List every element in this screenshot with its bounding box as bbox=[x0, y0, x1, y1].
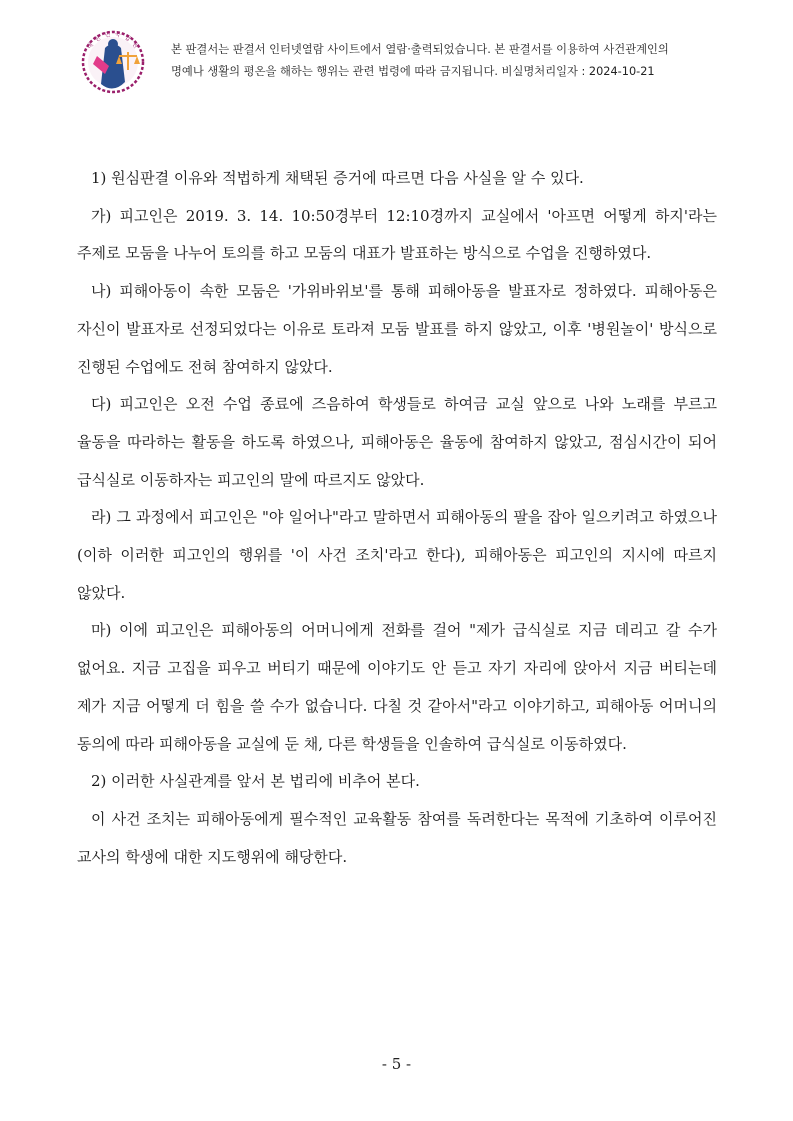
svg-text:대 한 민 국 법 원: 대 한 민 국 법 원 bbox=[85, 30, 141, 51]
paragraph-1: 1) 원심판결 이유와 적법하게 채택된 증거에 따르면 다음 사실을 알 수 있다. bbox=[91, 169, 584, 187]
paragraph-5: 라) 그 과정에서 피고인은 "야 일어나"라고 말하면서 피해아동의 팔을 잡아 일으키려고 하였으나(이하 이러한 피고인의 행위를 '이 사건 조치'라고 한다), 피해아동은 피고인의 지시에 따르지 않았다. bbox=[77, 508, 717, 602]
paragraph-6: 마) 이에 피고인은 피해아동의 어머니에게 전화를 걸어 "제가 급식실로 지금 데리고 갈 수가 없어요. 지금 고집을 피우고 버티기 때문에 이야기도 안 듣고 자기 자리에 앉아서 지금 버티는데 제가 지금 어떻게 더 힘을 쓸 수가 없습니다. 다칠 것 같아서"라고 이야기하고, 피해아동 어머니의 동의에 따라 피해아동을 교실에 둔 채, 다른 학생들을 인솔하여 급식실로 이동하였다. bbox=[77, 621, 717, 753]
paragraph-2: 가) 피고인은 2019. 3. 14. 10:50경부터 12:10경까지 교실에서 '아프면 어떻게 하지'라는 주제로 모둠을 나누어 토의를 하고 모둠의 대표가 발표하는 방식으로 수업을 진행하였다. bbox=[77, 206, 717, 263]
court-emblem-icon bbox=[75, 22, 173, 102]
notice-text bbox=[171, 39, 761, 83]
paragraph-8: 이 사건 조치는 피해아동에게 필수적인 교육활동 참여를 독려한다는 목적에 기초하여 이루어진 교사의 학생에 대한 지도행위에 해당한다. bbox=[77, 809, 717, 866]
paragraph-4: 다) 피고인은 오전 수업 종료에 즈음하여 학생들로 하여금 교실 앞으로 나와 노래를 부르고 율동을 따라하는 활동을 하도록 하였으나, 피해아동은 율동에 참여하지 않았고, 점심시간이 되어 급식실로 이동하자는 피고인의 말에 따르지도 않았다. bbox=[77, 395, 717, 489]
paragraph-7: 2) 이러한 사실관계를 앞서 본 법리에 비추어 본다. bbox=[91, 772, 420, 791]
document-header bbox=[75, 22, 755, 102]
paragraph-3: 나) 피해아동이 속한 모둠은 '가위바위보'를 통해 피해아동을 발표자로 정하였다. 피해아동은 자신이 발표자로 선정되었다는 이유로 토라져 모둠 발표를 하지 않았고, 이후 '병원놀이' 방식으로 진행된 수업에도 전혀 참여하지 않았다. bbox=[77, 282, 717, 376]
document-body bbox=[77, 160, 717, 876]
notice-line-1: 본 판결서는 판결서 인터넷열람 사이트에서 열람·출력되었습니다. 본 판결서를 이용하여 사건관계인의 bbox=[171, 43, 669, 56]
page-number: - 5 - bbox=[381, 1055, 412, 1073]
notice-line-2: 명예나 생활의 평온을 해하는 행위는 관련 법령에 따라 금지됩니다. 비실명처리일자 : 2024-10-21 bbox=[171, 65, 655, 78]
